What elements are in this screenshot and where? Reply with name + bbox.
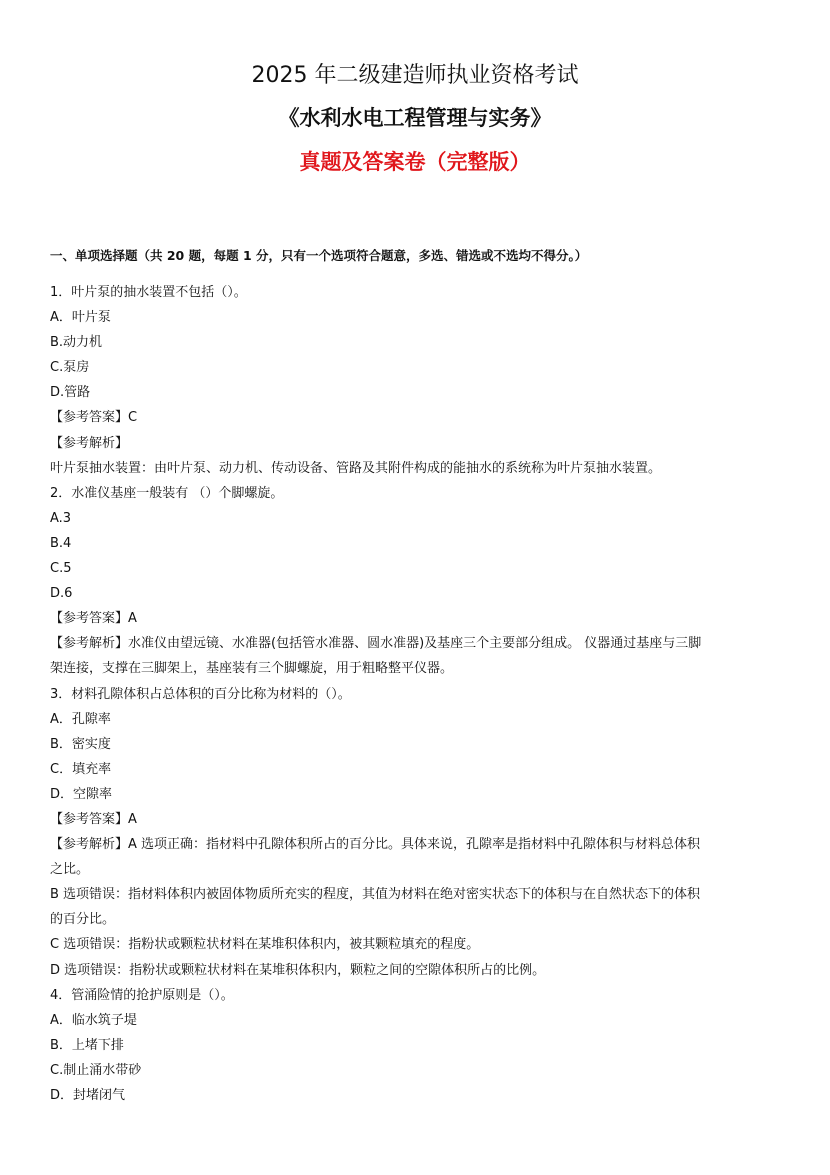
- question-list: [50, 280, 785, 1108]
- q3-analysis-d: D 选项错误：指粉状或颗粒状材料在某堆积体积内，颗粒之间的空隙体积所占的比例。: [50, 962, 546, 978]
- q3-analysis-a-line1: 【参考解析】A 选项正确：指材料中孔隙体积所占的百分比。具体来说，孔隙率是指材料中孔隙体积与材料总体积: [50, 837, 701, 853]
- q1-analysis-label: 【参考解析】: [50, 435, 129, 451]
- q3-analysis-b-line2: 的百分比。: [50, 912, 116, 928]
- q4-option-c: C.制止涌水带砂: [50, 1062, 142, 1078]
- q3-analysis-b-line1: B 选项错误：指材料体积内被固体物质所充实的程度，其值为材料在绝对密实状态下的体积与在自然状态下的体积: [50, 887, 701, 903]
- q2-option-b: B.4: [50, 535, 72, 551]
- q2-answer: 【参考答案】A: [50, 611, 137, 627]
- q3-option-a: A．孔隙率: [50, 711, 111, 727]
- question-stem-2: 2．水准仪基座一般装有 （）个脚螺旋。: [50, 485, 284, 501]
- q2-analysis-line2: 架连接，支撑在三脚架上，基座装有三个脚螺旋，用于粗略整平仪器。: [50, 661, 454, 677]
- q3-option-c: C．填充率: [50, 761, 112, 777]
- q2-option-d: D.6: [50, 586, 73, 602]
- q3-option-d: D．空隙率: [50, 786, 113, 802]
- q1-option-b: B.动力机: [50, 335, 103, 351]
- q3-option-b: B．密实度: [50, 736, 111, 752]
- q4-option-a: A．临水筑子堤: [50, 1012, 137, 1028]
- exam-title: 2025 年二级建造师执业资格考试: [251, 63, 579, 88]
- q3-answer: 【参考答案】A: [50, 811, 137, 827]
- question-stem-3: 3．材料孔隙体积占总体积的百分比称为材料的（）。: [50, 686, 351, 702]
- q2-analysis-line1: 【参考解析】水准仪由望远镜、水准器(包括管水准器、圆水准器)及基座三个主要部分组成。 仪器通过基座与三脚: [50, 636, 702, 652]
- q2-option-a: A.3: [50, 510, 72, 526]
- q1-option-a: A．叶片泵: [50, 310, 111, 326]
- question-stem-4: 4．管涌险情的抢护原则是（）。: [50, 987, 234, 1003]
- q3-analysis-a-line2: 之比。: [50, 862, 90, 878]
- q1-analysis: 叶片泵抽水装置：由叶片泵、动力机、传动设备、管路及其附件构成的能抽水的系统称为叶片泵抽水装置。: [50, 460, 662, 476]
- q2-option-c: C.5: [50, 561, 72, 577]
- q4-option-b: B．上堵下排: [50, 1037, 124, 1053]
- q1-option-c: C.泵房: [50, 360, 90, 376]
- q4-option-d: D．封堵闭气: [50, 1088, 126, 1103]
- q1-answer: 【参考答案】C: [50, 410, 138, 426]
- paper-subtitle: 真题及答案卷（完整版）: [299, 150, 531, 174]
- subject-title: 《水利水电工程管理与实务》: [278, 106, 552, 130]
- section-heading: 一、单项选择题（共 20 题，每题 1 分，只有一个选项符合题意，多选、错选或不选均不得分。）: [50, 248, 588, 263]
- q1-option-d: D.管路: [50, 385, 91, 401]
- q3-analysis-c: C 选项错误：指粉状或颗粒状材料在某堆积体积内，被其颗粒填充的程度。: [50, 937, 480, 953]
- question-stem-1: 1．叶片泵的抽水装置不包括（）。: [50, 285, 247, 300]
